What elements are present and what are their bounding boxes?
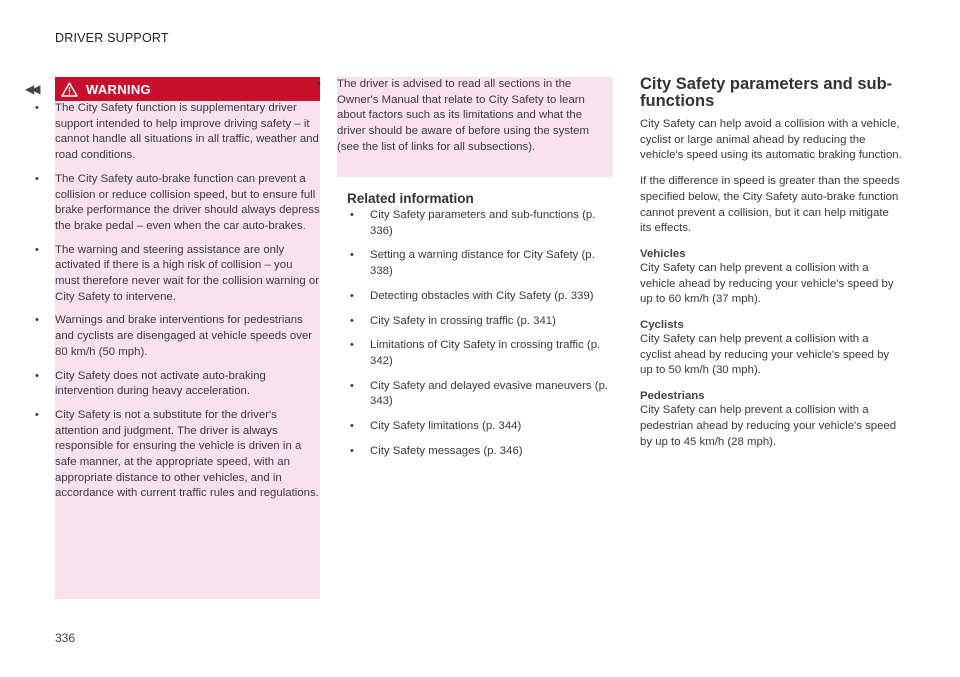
page-title: City Safety parameters and sub-functions [640,75,893,110]
related-link[interactable]: • Limitations of City Safety in crossing traffic (p. 342) [350,339,601,367]
warning-triangle-icon [61,82,78,97]
cyclists-heading: Cyclists [640,319,684,332]
section-title: DRIVER SUPPORT [55,31,169,45]
warning-continuation-box [317,77,613,177]
warning-header [55,77,320,101]
main-article [640,76,902,460]
related-information-heading: Related information [347,191,474,206]
list-item: • Warnings and brake interventions for pedestrians and cyclists are disengaged at vehicle speeds over 80 km/h (50 mph). [35,314,313,358]
warning-box [35,77,320,599]
related-link[interactable]: • City Safety limitations (p. 344) [350,420,522,433]
related-link[interactable]: • City Safety and delayed evasive maneuvers (p. 343) [350,379,609,408]
previous-page-icon[interactable]: ◀◀ [25,82,38,96]
related-link[interactable]: • Setting a warning distance for City Safety (p. 338) [350,249,595,278]
cyclists-text: City Safety can help prevent a collision with a cyclist ahead by reducing your vehicle's speed by up to 50 km/h (30 mph). [640,333,890,377]
list-item: • The City Safety auto-brake function can prevent a collision or reduce collision speed, but to ensure full brake performance the driver should always depress the brake pedal – even when the car auto-brakes. [35,172,320,232]
intro-paragraph: City Safety can help avoid a collision with a vehicle, cyclist or large animal ahead by reducing the vehicle's speed using its automatic braking function. [640,118,902,162]
vehicles-text: City Safety can help prevent a collision with a vehicle ahead by reducing your vehicle's speed by up to 60 km/h (37 mph). [640,261,894,306]
list-item: • City Safety is not a substitute for the driver's attention and judgment. The driver is always responsible for ensuring the vehicle is driven in a safe manner, at the appropriate speed, with an appropriate distance to other vehicles, and in accordance with current traffic rules and regulations. [35,408,319,500]
list-item: • City Safety does not activate auto-braking intervention during heavy acceleration. [35,369,266,398]
related-links-list [350,208,615,468]
intro-paragraph-2: If the difference in speed is greater than the speeds specified below, the City Safety auto-brake function cannot prevent a collision, but it can help mitigate its effects. [640,175,900,235]
related-link[interactable]: • City Safety in crossing traffic (p. 341) [350,314,556,327]
vehicles-heading: Vehicles [640,247,686,260]
related-link[interactable]: • City Safety parameters and sub-functions (p. 336) [350,209,596,237]
warning-continuation-list [317,77,613,156]
warning-label: WARNING [86,81,151,97]
related-link[interactable]: • Detecting obstacles with City Safety (p. 339) [350,289,594,302]
pedestrians-text: City Safety can help prevent a collision with a pedestrian ahead by reducing your vehicle's speed by up to 45 km/h (28 mph). [640,404,897,448]
list-item: • The warning and steering assistance are only activated if there is a high risk of collision – you must therefore never wait for the collision warning or City Safety to intervene. [35,243,320,303]
list-item: • The driver is advised to read all sections in the Owner's Manual that relate to City Safety to learn about factors such as its limitations and what the driver should be aware of before using the system (see the list of links for all subsections). [317,78,589,153]
page-number: 336 [55,631,76,645]
warning-list [35,101,320,502]
list-item: • The City Safety function is supplementary driver support intended to help improve driving safety – it cannot handle all situations in all traffic, weather and road conditions. [35,102,319,162]
pedestrians-heading: Pedestrians [640,390,705,403]
related-link[interactable]: • City Safety messages (p. 346) [350,444,523,457]
